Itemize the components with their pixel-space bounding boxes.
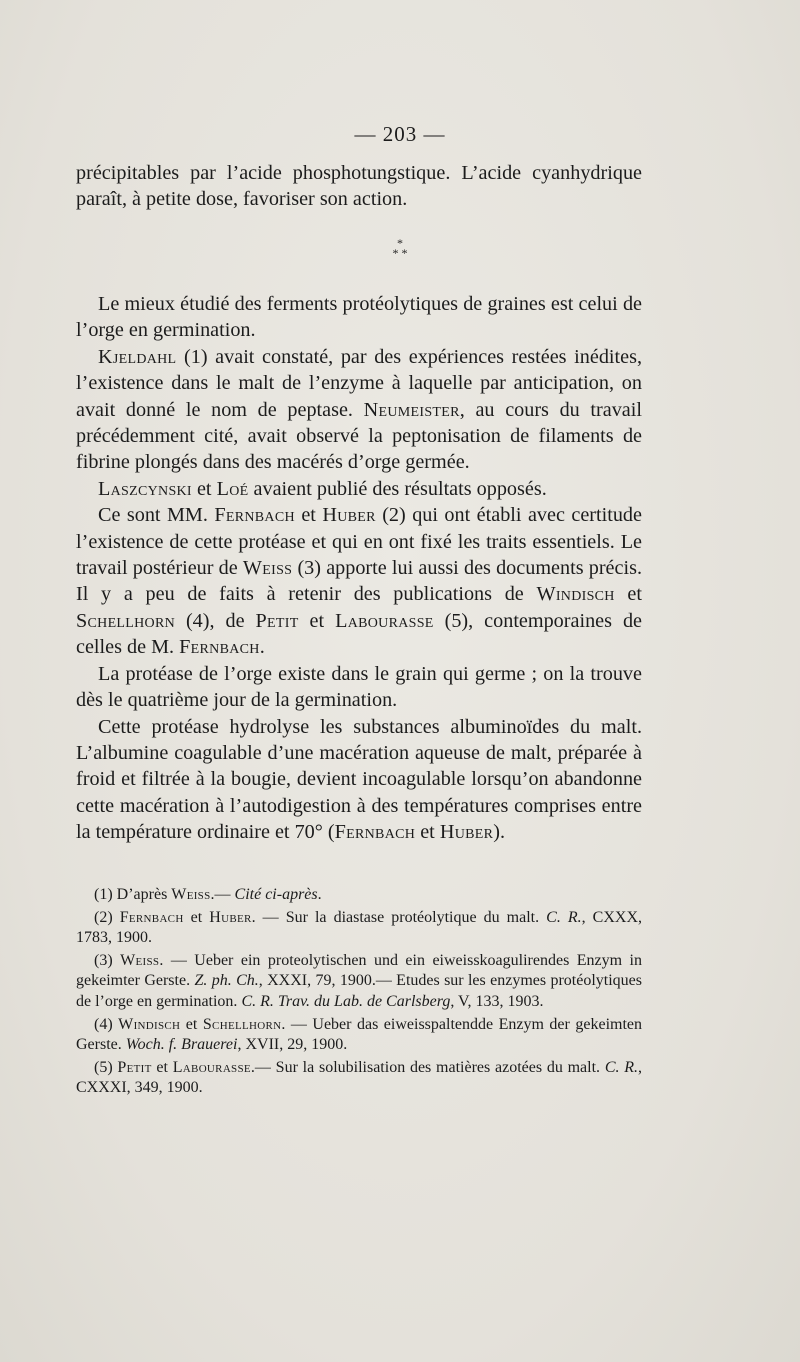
citation-title: C. R. Trav. du Lab. de Carlsberg [241, 992, 451, 1010]
citation-title: Woch. f. Brauerei [125, 1036, 238, 1054]
paragraph-4-text-2: et [294, 504, 323, 527]
author-name: Loé [216, 477, 249, 500]
paragraph-3-text-1: et [191, 477, 217, 500]
author-name: Fernbach [179, 636, 260, 659]
page-number: — 203 — [354, 122, 446, 146]
body-text [76, 291, 642, 846]
footnote-text: . [317, 886, 322, 903]
paragraph-2 [76, 344, 642, 476]
footnote-text: . — Ueber ein proteolytischen und ein eiweisskoagulirendes Enzym in gekeimter Gerste. [76, 951, 643, 990]
author-name: Huber [439, 821, 494, 844]
footnote-marker: (3) [94, 951, 121, 969]
paragraph-2-text-2: , au cours du travail précédemment cité, avait observé la peptonisation de filaments de fibrine plongés dans des macérés d’orge germée. [76, 398, 642, 474]
footnote-2 [76, 908, 642, 949]
author-name: Huber [322, 504, 376, 527]
author-name: Petit [255, 609, 299, 632]
footnote-text: , XXXI, 79, 1900.— Etudes sur les enzymes protéolytiques de l’orge en germination. [76, 972, 642, 1010]
author-name: Schellhorn [76, 609, 175, 632]
paragraph-3-text-2: avaient publié des résultats opposés. [248, 477, 547, 500]
separator-star-bottom: * * [392, 246, 408, 260]
author-name: Labourasse [335, 609, 434, 632]
footnote-text: et [151, 1058, 173, 1076]
citation-title: Cité ci-après [234, 886, 318, 903]
paragraph-3 [76, 476, 642, 502]
citation-title: C. R. [604, 1058, 639, 1076]
author-name: Fernbach [119, 908, 184, 926]
paragraph-4-text-7: et [298, 609, 336, 632]
author-name: Weiss [242, 557, 293, 580]
paragraph-4-text-6: (4), de [175, 609, 256, 632]
separator-star-top: * [397, 236, 403, 250]
footnote-text: , CXXX, 1783, 1900. [76, 908, 643, 947]
paragraph-4-text-4: (3) apporte lui aussi des documents précis. Il y a peu de faits à retenir des publications de [76, 557, 642, 606]
paragraph-6-text-1: Cette protéase hydrolyse les substances albuminoïdes du malt. L’albumine coagulable d’une macération aqueuse de malt, préparée à froid et filtrée à la bougie, devient incoagulable lorsqu’on abandonne cette macération à l’autodigestion à des températures comprises entre la température ordinaire et 70° ( [76, 715, 642, 844]
paragraph-1: Le mieux étudié des ferments protéolytiques de graines est celui de l’orge en germination. [76, 293, 642, 342]
paragraph-4-text-9: . [259, 636, 265, 659]
footnote-3 [76, 951, 642, 1013]
author-name: Weiss [120, 951, 160, 969]
paragraph-6 [76, 714, 642, 846]
footnote-marker: (1) D’après [94, 886, 172, 903]
author-name: Fernbach [214, 504, 295, 527]
footnote-5 [76, 1058, 642, 1099]
citation-title: C. R. [546, 908, 582, 926]
paragraph-4-text-5: et [614, 583, 643, 606]
footnote-text: et [183, 908, 210, 926]
paragraph-4-text-3: (2) qui ont établi avec certitude l’existence de cette protéase et qui en ont fixé les traits essentiels. Le travail postérieur de [76, 504, 642, 580]
author-name: Fernbach [334, 821, 416, 844]
intro-paragraph: précipitables par l’acide phosphotungstique. L’acide cyanhydrique paraît, à petite dose, favoriser son action. [76, 162, 642, 211]
footnote-text: . — Sur la diastase protéolytique du malt. [251, 908, 547, 926]
paragraph-4-text-1: Ce sont MM. [98, 504, 215, 527]
footnotes [76, 885, 642, 1101]
author-name: Windisch [118, 1015, 181, 1033]
footnote-marker: (5) [94, 1058, 118, 1076]
author-name: Windisch [536, 583, 615, 606]
section-separator [0, 238, 800, 258]
footnote-marker: (2) [94, 908, 120, 926]
author-name: Laszcynski [98, 477, 192, 500]
author-name: Neumeister [363, 398, 460, 421]
author-name: Labourasse [172, 1058, 251, 1076]
footnote-text: et [180, 1015, 203, 1033]
footnote-text: .— Sur la solubilisation des matières azotées du malt. [250, 1058, 605, 1076]
footnote-text: .— [210, 886, 235, 903]
citation-title: Z. ph. Ch. [194, 972, 259, 990]
author-name: Huber [209, 908, 252, 926]
footnote-text: . — Ueber das eiweisspaltendde Enzym der gekeimten Gerste. [76, 1015, 643, 1054]
footnote-text: , CXXXI, 349, 1900. [76, 1058, 643, 1097]
paragraph-4-text-8: (5), contemporaines de celles de M. [76, 609, 642, 659]
author-name: Weiss [171, 886, 211, 903]
paragraph-6-text-3: ). [493, 821, 506, 844]
footnote-text: , V, 133, 1903. [450, 992, 544, 1010]
author-name: Petit [117, 1058, 152, 1076]
footnote-1 [76, 885, 642, 906]
footnote-4 [76, 1015, 642, 1056]
paragraph-2-text-1: (1) avait constaté, par des expériences restées inédites, l’existence dans le malt de l’enzyme à laquelle par anticipation, on avait donné le nom de peptase. [76, 345, 642, 421]
paragraph-4 [76, 502, 642, 660]
footnote-text: , XVII, 29, 1900. [237, 1036, 348, 1054]
paragraph-5: La protéase de l’orge existe dans le grain qui germe ; on la trouve dès le quatrième jour de la germination. [76, 662, 642, 712]
intro-block [76, 160, 642, 213]
footnote-marker: (4) [94, 1015, 119, 1033]
paragraph-6-text-2: et [415, 821, 440, 844]
author-name: Schellhorn [202, 1015, 282, 1033]
author-name: Kjeldahl [98, 345, 177, 368]
